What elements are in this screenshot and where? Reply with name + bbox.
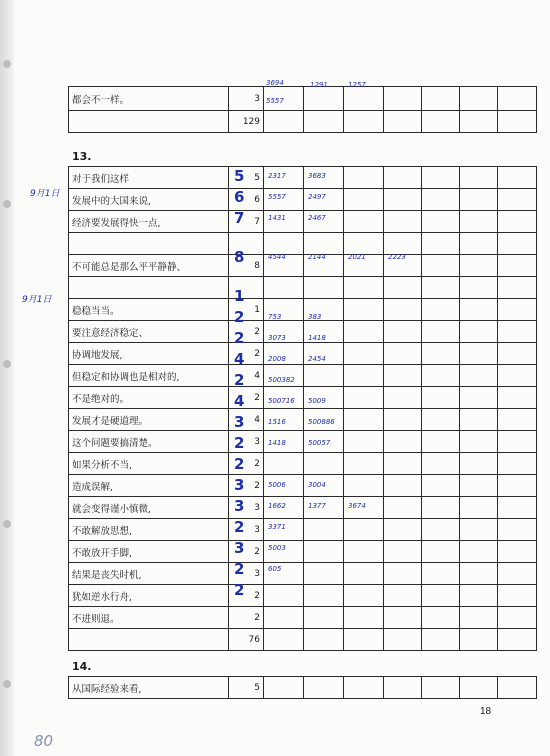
annotation-cell — [422, 233, 460, 255]
handwritten-count: 2 — [234, 518, 245, 536]
table-row — [69, 255, 537, 277]
handwritten-count: 2 — [234, 560, 245, 578]
handwritten-code: 50057 — [308, 439, 331, 447]
annotation-cell — [498, 629, 537, 651]
annotation-cell — [460, 431, 498, 453]
annotation-cell — [304, 585, 344, 607]
annotation-cell — [384, 343, 422, 365]
count-cell: 3 — [229, 519, 264, 541]
annotation-cell — [498, 299, 537, 321]
annotation-cell — [460, 277, 498, 299]
annotation-cell — [498, 321, 537, 343]
handwritten-code: 500382 — [268, 376, 295, 384]
handwritten-code: 605 — [268, 565, 282, 573]
annotation-cell — [344, 387, 384, 409]
handwritten-count: 2 — [234, 308, 245, 326]
annotation-cell — [384, 607, 422, 629]
annotation-cell — [460, 365, 498, 387]
table-row — [69, 277, 537, 299]
count-cell: 1 — [229, 299, 264, 321]
annotation-cell — [384, 431, 422, 453]
annotation-cell — [422, 167, 460, 189]
table-row — [69, 607, 537, 629]
handwritten-count: 2 — [234, 581, 245, 599]
binding-hole — [3, 520, 11, 528]
handwritten-count: 2 — [234, 329, 245, 347]
annotation-cell — [344, 453, 384, 475]
annotation-cell — [384, 233, 422, 255]
sentence-cell: 从国际经验来看, — [69, 677, 229, 699]
annotation-cell — [498, 255, 537, 277]
annotation-cell — [344, 167, 384, 189]
annotation-cell — [422, 541, 460, 563]
count-cell: 8 — [229, 255, 264, 277]
annotation-cell — [498, 519, 537, 541]
binding-hole — [3, 200, 11, 208]
table-row — [69, 409, 537, 431]
annotation-cell — [264, 233, 304, 255]
table-row — [69, 387, 537, 409]
annotation-cell — [384, 453, 422, 475]
annotation-cell — [384, 365, 422, 387]
annotation-cell — [344, 233, 384, 255]
handwritten-count: 7 — [234, 209, 245, 227]
annotation-cell — [264, 277, 304, 299]
handwritten-code: 5009 — [308, 397, 326, 405]
annotation-cell — [422, 607, 460, 629]
sentence-cell — [69, 629, 229, 651]
handwritten-count: 3 — [234, 497, 245, 515]
count-cell: 7 — [229, 211, 264, 233]
sentence-cell: 对于我们这样 — [69, 167, 229, 189]
count-cell: 76 — [229, 629, 264, 651]
handwritten-count: 3 — [234, 413, 245, 431]
annotation-cell — [422, 343, 460, 365]
annotation-cell — [498, 387, 537, 409]
handwritten-code: 1418 — [268, 439, 286, 447]
annotation-cell — [344, 541, 384, 563]
total-cell: 129 — [229, 111, 264, 133]
annotation-cell — [498, 343, 537, 365]
annotation-cell — [498, 475, 537, 497]
handwritten-code: 2021 — [348, 253, 366, 261]
annotation-cell — [344, 585, 384, 607]
annotation-cell — [498, 189, 537, 211]
table-row — [69, 629, 537, 651]
handwritten-code: 3371 — [268, 523, 286, 531]
page-number: 18 — [480, 706, 492, 717]
annotation-cell — [384, 563, 422, 585]
annotation-cell — [460, 409, 498, 431]
annotation-cell — [304, 607, 344, 629]
annotation-cell — [384, 277, 422, 299]
handwritten-code: 1377 — [308, 502, 326, 510]
section-14-table — [68, 676, 537, 699]
annotation-cell — [422, 585, 460, 607]
handwritten-code: 2223 — [388, 253, 406, 261]
annotation-cell — [384, 211, 422, 233]
handwritten-code: 1662 — [268, 502, 286, 510]
annotation-cell — [498, 365, 537, 387]
binding-hole — [3, 680, 11, 688]
table-row — [69, 677, 537, 699]
annotation-cell — [384, 409, 422, 431]
handwritten-count: 6 — [234, 188, 245, 206]
annotation-cell — [498, 233, 537, 255]
sentence-cell: 协调地发展, — [69, 343, 229, 365]
annotation-cell — [422, 299, 460, 321]
handwritten-count: 4 — [234, 392, 245, 410]
annotation-cell — [384, 519, 422, 541]
annotation-cell — [384, 497, 422, 519]
handwritten-code: 500716 — [268, 397, 295, 405]
annotation-cell — [344, 189, 384, 211]
annotation-cell — [498, 585, 537, 607]
table-row — [69, 541, 537, 563]
table-row — [69, 189, 537, 211]
annotation-cell — [304, 541, 344, 563]
handwritten-count: 1 — [234, 287, 245, 305]
table-row — [69, 111, 537, 133]
binding-hole — [3, 360, 11, 368]
annotation-cell — [498, 607, 537, 629]
handwritten-code: 4544 — [268, 253, 286, 261]
annotation-cell — [460, 519, 498, 541]
table-row — [69, 167, 537, 189]
annotation-cell — [422, 255, 460, 277]
sentence-cell — [69, 233, 229, 255]
annotation-cell — [344, 563, 384, 585]
annotation-cell — [498, 563, 537, 585]
annotation-cell — [304, 629, 344, 651]
binding-edge — [0, 0, 14, 756]
annotation-cell — [344, 299, 384, 321]
table-row — [69, 585, 537, 607]
annotation-cell — [344, 321, 384, 343]
count-cell: 6 — [229, 189, 264, 211]
sentence-cell: 不是绝对的。 — [69, 387, 229, 409]
annotation-cell — [304, 365, 344, 387]
handwritten-count: 4 — [234, 350, 245, 368]
annotation-cell — [460, 189, 498, 211]
table-row — [69, 453, 537, 475]
sentence-cell: 经济要发展得快一点, — [69, 211, 229, 233]
table-row — [69, 321, 537, 343]
table-row — [69, 475, 537, 497]
count-cell: 3 — [229, 431, 264, 453]
annotation-cell — [344, 365, 384, 387]
table-row — [69, 365, 537, 387]
count-cell: 2 — [229, 475, 264, 497]
annotation-cell — [422, 563, 460, 585]
handwritten-code: 3073 — [268, 334, 286, 342]
annotation-cell — [422, 453, 460, 475]
sentence-cell: 不可能总是那么平平静静、 — [69, 255, 229, 277]
annotation-cell — [264, 585, 304, 607]
annotation-cell — [304, 519, 344, 541]
sentence-cell: 不进则退。 — [69, 607, 229, 629]
count-cell: 4 — [229, 409, 264, 431]
handwritten-count: 2 — [234, 455, 245, 473]
handwritten-code: 753 — [268, 313, 282, 321]
sentence-cell — [69, 277, 229, 299]
sentence-cell: 如果分析不当, — [69, 453, 229, 475]
annotation-cell — [422, 519, 460, 541]
annotation-cell — [344, 409, 384, 431]
annotation-cell — [460, 343, 498, 365]
annotation-cell — [498, 541, 537, 563]
annotation-cell — [460, 585, 498, 607]
annotation-cell — [498, 431, 537, 453]
sentence-cell: 发展中的大国来说, — [69, 189, 229, 211]
handwritten-code: 3694 — [266, 79, 284, 87]
annotation-cell — [422, 431, 460, 453]
annotation-cell — [498, 497, 537, 519]
count-cell: 2 — [229, 387, 264, 409]
margin-date-note: 9月1日 — [30, 189, 60, 199]
handwritten-code: 2317 — [268, 172, 286, 180]
table-row — [69, 343, 537, 365]
annotation-cell — [422, 497, 460, 519]
table-row — [69, 563, 537, 585]
handwritten-code: 3683 — [308, 172, 326, 180]
handwritten-code: 1516 — [268, 418, 286, 426]
annotation-cell — [498, 409, 537, 431]
annotation-cell — [344, 519, 384, 541]
count-cell: 3 — [229, 563, 264, 585]
section-13-title: 13. — [72, 150, 92, 163]
annotation-cell — [384, 167, 422, 189]
handwritten-count: 3 — [234, 539, 245, 557]
handwritten-code: 1257 — [348, 81, 366, 89]
sentence-cell: 不敢放开手脚, — [69, 541, 229, 563]
annotation-cell — [264, 607, 304, 629]
table-row — [69, 87, 537, 111]
annotation-cell — [304, 563, 344, 585]
sentence-cell: 犹如逆水行舟, — [69, 585, 229, 607]
annotation-cell — [498, 277, 537, 299]
sentence-cell: 就会变得谨小慎微, — [69, 497, 229, 519]
annotation-cell — [460, 255, 498, 277]
annotation-cell — [422, 321, 460, 343]
annotation-cell — [384, 629, 422, 651]
annotation-cell — [264, 453, 304, 475]
handwritten-code: 5003 — [268, 544, 286, 552]
sentence-cell: 这个问题要搞清楚。 — [69, 431, 229, 453]
count-cell: 3 — [229, 497, 264, 519]
handwritten-code: 2467 — [308, 214, 326, 222]
annotation-cell — [460, 453, 498, 475]
annotation-cell — [344, 211, 384, 233]
sentence-cell: 要注意经济稳定、 — [69, 321, 229, 343]
handwritten-code: 2454 — [308, 355, 326, 363]
annotation-cell — [460, 563, 498, 585]
handwritten-count: 5 — [234, 167, 245, 185]
handwritten-code: 1418 — [308, 334, 326, 342]
handwritten-count: 8 — [234, 248, 245, 266]
sentence-cell: 造成误解, — [69, 475, 229, 497]
annotation-cell — [304, 277, 344, 299]
handwritten-code: 1431 — [268, 214, 286, 222]
annotation-cell — [460, 475, 498, 497]
annotation-cell — [422, 629, 460, 651]
table-row — [69, 497, 537, 519]
annotation-cell — [422, 189, 460, 211]
sentence-cell: 发展才是硬道理。 — [69, 409, 229, 431]
annotation-cell — [384, 541, 422, 563]
annotation-cell — [384, 475, 422, 497]
annotation-cell — [460, 541, 498, 563]
annotation-cell — [304, 233, 344, 255]
annotation-cell — [304, 453, 344, 475]
table-row — [69, 299, 537, 321]
annotation-cell — [422, 475, 460, 497]
handwritten-code: 2497 — [308, 193, 326, 201]
handwritten-count: 2 — [234, 434, 245, 452]
handwritten-code: 3674 — [348, 502, 366, 510]
section-14-title: 14. — [72, 660, 92, 673]
annotation-cell — [384, 299, 422, 321]
sentence-cell: 不敢解放思想, — [69, 519, 229, 541]
annotation-cell — [498, 453, 537, 475]
table-row — [69, 233, 537, 255]
count-cell: 3 — [229, 87, 264, 111]
annotation-cell — [344, 343, 384, 365]
sentence-cell: 都会不一样。 — [69, 87, 229, 111]
table-row — [69, 211, 537, 233]
annotation-cell — [384, 387, 422, 409]
annotation-cell — [344, 629, 384, 651]
annotation-cell — [460, 321, 498, 343]
annotation-cell — [344, 607, 384, 629]
annotation-cell — [422, 409, 460, 431]
sentence-cell: 稳稳当当。 — [69, 299, 229, 321]
handwritten-code: 383 — [308, 313, 322, 321]
count-cell: 2 — [229, 607, 264, 629]
section-13-table — [68, 166, 537, 651]
annotation-cell — [422, 387, 460, 409]
handwritten-code: 500886 — [308, 418, 335, 426]
count-cell: 2 — [229, 343, 264, 365]
count-cell: 5 — [229, 677, 264, 699]
handwritten-code: 3004 — [308, 481, 326, 489]
annotation-cell — [384, 321, 422, 343]
annotation-cell — [344, 277, 384, 299]
count-cell: 5 — [229, 167, 264, 189]
annotation-cell — [344, 475, 384, 497]
annotation-cell — [264, 629, 304, 651]
handwritten-code: 1291 — [310, 81, 328, 89]
annotation-cell — [422, 211, 460, 233]
count-cell: 4 — [229, 365, 264, 387]
count-cell: 2 — [229, 585, 264, 607]
handwritten-code: 2008 — [268, 355, 286, 363]
annotation-cell — [460, 629, 498, 651]
handwritten-code: 5006 — [268, 481, 286, 489]
annotation-cell — [498, 167, 537, 189]
count-cell: 2 — [229, 541, 264, 563]
annotation-cell — [498, 211, 537, 233]
annotation-cell — [344, 431, 384, 453]
pencil-mark: 80 — [34, 732, 54, 750]
sentence-cell: 结果是丧失时机, — [69, 563, 229, 585]
sentence-cell: 但稳定和协调也是相对的, — [69, 365, 229, 387]
annotation-cell — [460, 299, 498, 321]
handwritten-code: 5557 — [266, 97, 284, 105]
count-cell: 2 — [229, 321, 264, 343]
handwritten-count: 3 — [234, 476, 245, 494]
binding-hole — [3, 60, 11, 68]
annotation-cell — [384, 189, 422, 211]
annotation-cell — [460, 167, 498, 189]
annotation-cell — [460, 233, 498, 255]
table-row — [69, 519, 537, 541]
annotation-cell — [460, 497, 498, 519]
margin-date-note: 9月1日 — [22, 295, 52, 305]
annotation-cell — [422, 277, 460, 299]
annotation-cell — [384, 585, 422, 607]
annotation-cell — [460, 211, 498, 233]
table-row — [69, 431, 537, 453]
annotation-cell — [460, 607, 498, 629]
annotation-cell — [422, 365, 460, 387]
handwritten-code: 2144 — [308, 253, 326, 261]
count-cell: 2 — [229, 453, 264, 475]
annotation-cell — [460, 387, 498, 409]
section-12-table — [68, 86, 537, 133]
handwritten-code: 5557 — [268, 193, 286, 201]
handwritten-count: 2 — [234, 371, 245, 389]
